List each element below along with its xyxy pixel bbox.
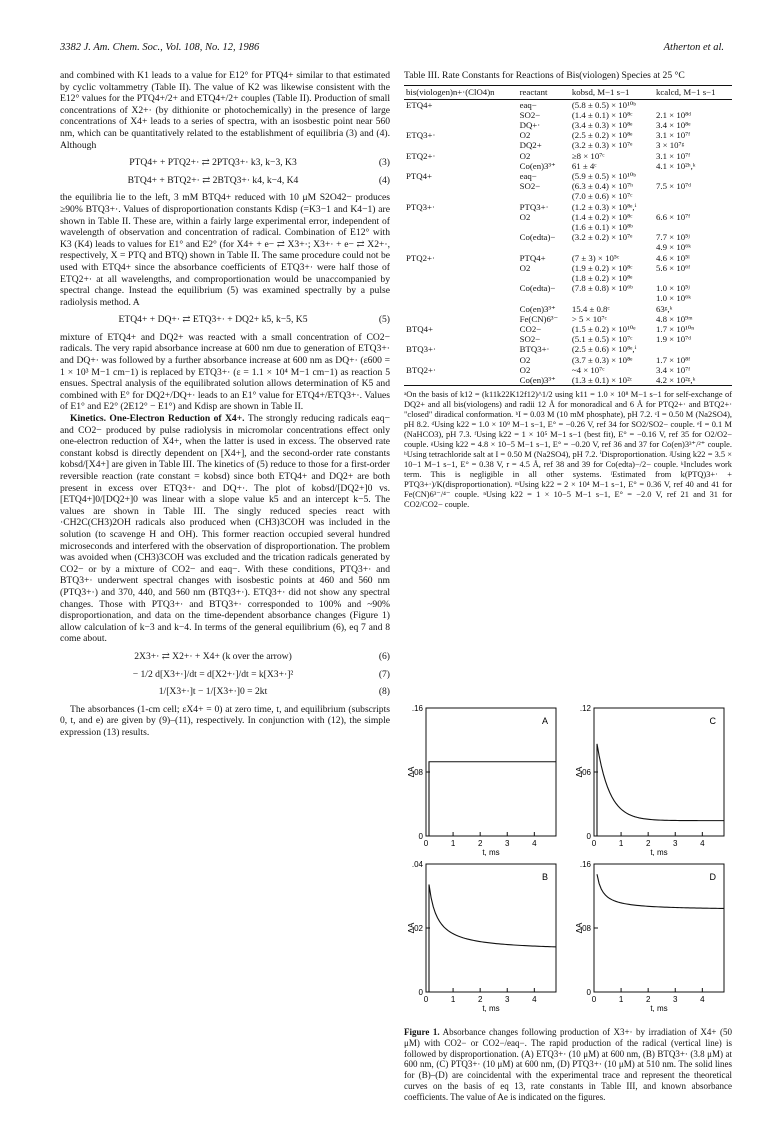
table-row: [404, 242, 732, 252]
table-cell: 3.1 × 10⁷ᶠ: [655, 150, 691, 161]
y-tick-label: .04: [411, 860, 423, 869]
table-cell: PTQ4+: [519, 252, 546, 263]
table-cell: [404, 314, 518, 324]
table-row: [404, 151, 732, 161]
table-cell: BTQ4+: [406, 324, 433, 335]
table-cell: (3.7 ± 0.3) × 10⁸ᵉ: [571, 354, 633, 365]
x-tick-label: 4: [700, 995, 705, 1004]
table-row: [404, 344, 732, 354]
table-row: [404, 222, 732, 232]
table-cell: 4.8 × 10⁹ᵐ: [655, 313, 693, 324]
x-axis-label: t, ms: [650, 848, 668, 857]
table-cell: (2.5 ± 0.6) × 10⁸ᵉ,ⁱ: [571, 344, 637, 355]
table-cell: PTQ2+·: [406, 252, 435, 263]
table-cell: Co(en)3³⁺: [519, 375, 556, 386]
table-cell: [404, 212, 518, 222]
rate-constant-table: [404, 85, 732, 386]
y-tick-label: 0: [586, 832, 591, 841]
y-tick-label: 0: [586, 988, 591, 997]
table-row: [404, 202, 732, 212]
table-cell: 1.7 × 10⁸ᶠ: [655, 354, 691, 365]
y-axis-label: ΔA: [407, 922, 416, 934]
y-axis-label: ΔA: [575, 766, 584, 778]
table-cell: SO2−: [519, 334, 541, 345]
x-tick-label: 2: [477, 995, 483, 1004]
x-tick-label: 0: [591, 839, 597, 848]
table-row: [404, 191, 732, 201]
table-cell: [404, 110, 518, 120]
panel-letter: C: [709, 716, 716, 726]
table-row: [404, 171, 732, 181]
page-header: [60, 42, 724, 58]
table-row: [404, 161, 732, 171]
figure-caption: Figure 1. Absorbance changes following production of X3+· by irradiation of X4+ (50 μM) with CO2− or CO2−/eaq−. The rapid production of the radical (vertical line) is followed by disproportionation. (A) ETQ3+· (10 μM) at 600 nm, (B) BTQ3+· (3.8 μM) at 600 nm, (C) PTQ3+· (10 μM) at 600 nm, (D) PTQ3+· (10 μM) at 510 nm. The solid lines for (B)–(D) are coincidental with the experimental trace and represent the theoretical curves on the basis of eq 13, rate constants in Table III, and known absorbance coefficients. The value of Ae is indicated on the figures.: [404, 1027, 732, 1102]
equation-5: ETQ4+ + DQ+· ⇄ ETQ3+· + DQ2+ k5, k−5, K5 (5): [118, 314, 390, 326]
table-cell: BTQ2+·: [406, 364, 436, 375]
table-cell: DQ+·: [519, 120, 541, 131]
table-cell: O2: [519, 262, 531, 273]
table-cell: O2: [519, 150, 531, 161]
y-tick-label: 08: [414, 768, 423, 777]
table-cell: [654, 273, 732, 283]
x-tick-label: 2: [477, 839, 483, 848]
table-cell: ~4 × 10⁷ᶜ: [571, 364, 605, 375]
y-tick-label: 06: [582, 768, 591, 777]
x-tick-label: 2: [645, 839, 651, 848]
x-tick-label: 3: [673, 995, 678, 1004]
y-tick-label: .12: [579, 704, 591, 713]
x-axis-label: t, ms: [482, 848, 500, 857]
x-tick-label: 4: [532, 839, 537, 848]
table-cell: [404, 263, 518, 273]
journal-citation: 3382 J. Am. Chem. Soc., Vol. 108, No. 12, 1986: [60, 42, 260, 53]
table-cell: 2.1 × 10⁸ᵈ: [655, 109, 691, 120]
table-cell: (3.4 ± 0.3) × 10⁸ᵉ: [571, 120, 633, 131]
table-cell: 6.6 × 10⁷ᶠ: [655, 211, 691, 222]
table-cell: [570, 242, 654, 252]
table-cell: O2: [519, 211, 531, 222]
table-cell: 7.5 × 10⁷ᵈ: [655, 181, 691, 192]
table-cell: ETQ2+·: [406, 150, 436, 161]
table-cell: (6.3 ± 0.4) × 10⁷ʰ: [571, 181, 633, 192]
table-cell: [654, 222, 732, 232]
table-cell: 1.0 × 10⁵ʲ: [655, 283, 690, 294]
table-cell: [404, 191, 518, 201]
table-cell: Co(edta)−: [519, 232, 556, 243]
paragraph: mixture of ETQ4+ and DQ2+ was reacted with a small concentration of CO2− radicals. The very rapid absorbance increase at 600 nm due to generation of ETQ3+· and DQ+· was followed by a further absorbance increase at 600 nm as DQ+· (ε600 = 1 × 10³ M−1 cm−1) is replaced by ETQ3+· (ε = 1.1 × 10⁴ M−1 cm−1) as reaction 5 ensues. Spectral analysis of the equilibrated solution allows determination of K5 and combined with E° for DQ2+/DQ+· leads to an E1° value for ETQ4+/ETQ3+·. Values of E1° and E2° (2E12° − E1°) and Kdisp are shown in Table II.: [60, 331, 390, 413]
table-cell: PTQ4+: [406, 171, 432, 182]
x-tick-label: 1: [450, 839, 456, 848]
table-cell: [404, 375, 518, 386]
table-cell: (1.5 ± 0.2) × 10¹⁰ᵉ: [571, 324, 636, 335]
table-cell: (2.5 ± 0.2) × 10⁸ᵉ: [571, 130, 633, 141]
table-cell: CO2−: [519, 324, 542, 335]
table-cell: [518, 273, 570, 283]
table-row: [404, 110, 732, 120]
table-cell: 4.2 × 10²ᵍ,ᵏ: [655, 375, 696, 386]
table-cell: O2: [519, 354, 531, 365]
table-cell: 3.4 × 10⁷ᶠ: [655, 364, 691, 375]
table-cell: [404, 283, 518, 293]
right-column: [404, 70, 732, 510]
table-cell: [570, 293, 654, 303]
absorbance-trace: [597, 744, 724, 836]
x-tick-label: 1: [618, 995, 624, 1004]
table-cell: PTQ3+·: [406, 201, 435, 212]
table-row: [404, 120, 732, 130]
table-cell: (1.9 ± 0.2) × 10⁸ᶜ: [571, 262, 633, 273]
table-header: kcalcd, M−1 s−1: [655, 87, 716, 98]
table-row: [404, 324, 732, 334]
x-tick-label: 2: [645, 995, 651, 1004]
panel-letter: D: [709, 872, 716, 882]
table-row: [404, 130, 732, 140]
panel-frame: [594, 708, 724, 836]
table-cell: (5.1 ± 0.5) × 10⁷ᶜ: [571, 334, 633, 345]
table-cell: BTQ3+·: [519, 344, 550, 355]
table-cell: [404, 232, 518, 242]
table-cell: [404, 304, 518, 314]
table-cell: [404, 293, 518, 303]
table-header: kobsd, M−1 s−1: [571, 87, 630, 98]
equation-4: BTQ4+ + BTQ2+· ⇄ 2BTQ3+· k4, k−4, K4 (4): [127, 174, 390, 186]
absorbance-trace: [429, 884, 556, 992]
paragraph: Kinetics. One-Electron Reduction of X4+. The strongly reducing radicals eaq− and CO2− produced by pulse radiolysis in micromolar concentrations effect only one-electron reduction of X4+, when the latter is used in excess. The observed rate constant kobsd is directly dependent on [X4+], and the second-order rate constants kobsd/[X4+] are given in Table III. The kinetics of (5) reduce to those for a first-order reversible reaction (rate constant = kobsd) since both ETQ4+ and DQ2+ are both present in excess over ETQ3+· and DQ+·. The plot of kobsd/[DQ2+]0 vs. [ETQ4+]0/[DQ2+]0 was linear with a slope value k5 and an intercept k−5. The values are shown in Table III. The singly reduced species react with ·CH2C(CH3)2OH radicals also produced when (CH3)3COH was included in the solution (to scavenge H and OH). This former reaction occupied several hundred microseconds and interfered with the observation of disproportionation. The problem was avoided when (CH3)3COH was excluded and the trication radicals generated by CO2− or by a mixture of CO2− and eaq−. With these conditions, PTQ3+· and BTQ3+· underwent spectral changes with isosbestic points at 460 and 560 nm (PTQ3+·) and 370, 440, and 560 nm (BTQ3+·). ETQ3+· did not show any spectral changes. Those with PTQ3+· and BTQ3+· corresponded to 100% and ~90% disproportionation, and data on the time-dependent absorbance changes (Figure 1) allow calculation of k−3 and k−4. In terms of the general equilibrium (6), eq 7 and 8 come about.: [60, 413, 391, 645]
table-cell: (7.8 ± 0.8) × 10⁶ᵇ: [571, 283, 633, 294]
table-cell: [404, 181, 518, 191]
table-cell: [404, 120, 518, 130]
table-row: [404, 293, 732, 303]
table-cell: [518, 293, 570, 303]
table-row: [404, 304, 732, 314]
table-row: [404, 283, 732, 293]
equation-7: − 1/2 d[X3+·]/dt = d[X2+·]/dt = k[X3+·]² (7): [132, 668, 390, 680]
table-row: [404, 140, 732, 150]
table-cell: (1.8 ± 0.2) × 10⁸ᵉ: [571, 273, 633, 284]
table-cell: 3.4 × 10⁸ᵉ: [655, 120, 691, 131]
table-cell: Co(edta)−: [519, 283, 556, 294]
table-cell: (1.6 ± 0.1) × 10⁸ᵇ: [571, 222, 633, 233]
table-row: [404, 253, 732, 263]
table-cell: 4.9 × 10⁶ᵏ: [655, 242, 691, 253]
table-cell: Co(en)3³⁺: [519, 303, 556, 314]
figure-1-panels: [404, 702, 732, 1022]
table-cell: Fe(CN)6³⁻: [519, 313, 559, 324]
section-heading: Kinetics. One-Electron Reduction of X4+.: [70, 413, 245, 425]
table-cell: 4.6 × 10⁵ˡ: [655, 252, 690, 263]
table-footnote: ᵃOn the basis of k12 = (k11k22K12f12)^1/2 using k11 = 1.0 × 10⁸ M−1 s−1 for self-exchange of DQ2+ and all bis(viologens) and radii 12 Å for monoradical and 6 Å for PTQ2+· and BTQ2+· "closed" diradical conformation. ᵇI = 0.03 M (10 mM phosphate), pH 7.2. ᶜI = 0.50 M (Na2SO4), pH 8.2. ᵈUsing k22 = 1.0 × 10⁹ M−1 s−1, E° = −0.26 V, ref 34 for SO2/SO2− couple. ᵉI = 0.1 M (NaHCO3), pH 7.3. ᶠUsing k22 = 1 × 10⁵ M−1 s−1 (best fit), E° = −0.16 V, ref 35 for O2/O2− couple. ᵍUsing k22 = 4.8 × 10−5 M−1 s−1, E° = −0.20 V, ref 36 and 37 for Co(en)3³⁺/²⁺ couple. ʰUsing tetrachloride salt at I = 0.50 M (Na2SO4), pH 7.2. ⁱDisproportionation. ʲUsing k22 = 3.5 × 10−1 M−1 s−1, E° = 0.38 V, r = 4.5 Å, ref 38 and 39 for Co(edta)−/2− couple. ᵏIncludes work term. This is negligible in all other systems. ˡEstimated from k(PTQ)3+· + PTQ3+·)/K(disproportionation). ᵐUsing k22 = 2 × 10⁴ M−1 s−1, E° = 0.36 V, ref 40 and 41 for Fe(CN)6³⁻/⁴⁻ couple. ⁿUsing k22 = 1 × 10−5 M−1 s−1, E° = −2.0 V, ref 21 and 31 for CO2/CO2− couple.: [404, 390, 732, 510]
table-cell: 1.0 × 10⁶ᵏ: [655, 293, 691, 304]
panel-frame: [426, 708, 556, 836]
table-row: [404, 365, 732, 375]
table-cell: Co(en)3³⁺: [519, 160, 556, 171]
table-cell: O2: [519, 130, 531, 141]
table-cell: [518, 191, 570, 201]
table-cell: 1.9 × 10⁷ᵈ: [655, 334, 691, 345]
table-cell: SO2−: [519, 109, 541, 120]
table-cell: 63ᵍ,ᵏ: [655, 303, 673, 314]
authors: Atherton et al.: [663, 42, 724, 53]
left-column: [60, 70, 390, 738]
table-cell: [404, 222, 518, 232]
table-cell: [404, 161, 518, 171]
table-cell: [404, 273, 518, 283]
table-body: [404, 99, 732, 386]
table-cell: (1.4 ± 0.2) × 10⁸ᶜ: [571, 211, 633, 222]
table-cell: [654, 202, 732, 212]
table-row: [404, 232, 732, 242]
figure-label: Figure 1.: [404, 1027, 440, 1037]
table-cell: (5.8 ± 0.5) × 10¹⁰ᵇ: [571, 99, 636, 110]
x-tick-label: 1: [450, 995, 456, 1004]
x-tick-label: 0: [591, 995, 597, 1004]
y-tick-label: 02: [414, 924, 423, 933]
table-row: [404, 99, 732, 110]
table-cell: [654, 344, 732, 354]
table-row: [404, 273, 732, 283]
table-row: [404, 334, 732, 344]
table-cell: [404, 355, 518, 365]
y-axis-label: ΔA: [575, 922, 584, 934]
table-cell: ETQ3+·: [406, 130, 436, 141]
table-cell: (5.9 ± 0.5) × 10¹⁰ᵇ: [571, 171, 636, 182]
x-tick-label: 3: [505, 839, 510, 848]
table-row: [404, 181, 732, 191]
table-header: reactant: [519, 87, 548, 98]
y-tick-label: .16: [411, 704, 423, 713]
table-cell: 3 × 10⁷ᵍ: [655, 140, 685, 151]
x-tick-label: 0: [423, 839, 429, 848]
absorbance-trace: [429, 762, 556, 836]
table-cell: 1.7 × 10¹⁰ⁿ: [655, 324, 695, 335]
panel-frame: [594, 864, 724, 992]
table-row: [404, 212, 732, 222]
equation-8: 1/[X3+·]t − 1/[X3+·]0 = 2kt (8): [158, 686, 390, 698]
paragraph: The absorbances (1-cm cell; εX4+ = 0) at zero time, t, and equilibrium (subscripts 0, t, and e) are given by (9)–(11), respectively. In conjunction with (12), the simple expression (13) results.: [60, 703, 390, 738]
figure-1: [404, 702, 732, 1022]
table-cell: [404, 242, 518, 252]
table-cell: [654, 191, 732, 201]
y-tick-label: 08: [582, 924, 591, 933]
absorbance-trace: [597, 874, 724, 908]
paragraph: the equilibria lie to the left, 3 mM BTQ4+ reduced with 10 μM S2O42− produces ≥90% BTQ3+·. Values of disproportionation constants Kdisp (=K3−1 and K4−1) are shown in Table II. These are, within a fairly large experimental error, independent of wavelength of observation and concentration of radical. Combination of E12° with K3 (K4) leads to values for E1° and E2° (for X4+ + e− ⇄ X3+·; X3+· + e− ⇄ X2+·, respectively, X = PTQ and BTQ) shown in Table II. The same procedure could not be used with ETQ4+ since the absorbance coefficients of ETQ3+· were half those of ETQ2+· at all wavelengths, and comproportionation would be unaccompanied by spectral change. Instead the equilibrium (5) was examined spectrally by a pulse radiolysis method. A: [60, 192, 390, 308]
table-cell: [518, 222, 570, 232]
y-tick-label: 0: [418, 988, 423, 997]
x-tick-label: 3: [505, 995, 510, 1004]
equation-3: PTQ4+ + PTQ2+· ⇄ 2PTQ3+· k3, k−3, K3 (3): [129, 157, 390, 169]
x-tick-label: 4: [532, 995, 537, 1004]
table-cell: [404, 334, 518, 344]
paragraph: and combined with K1 leads to a value for E12° for PTQ4+ similar to that estimated by cyclic voltammetry (Table II). The value of K2 was likewise consistent with the E12° values for the PTQ4+/2+ and ETQ4+/2+ couples (Table II). Production of small concentrations of X2+· (by dithionite or photochemically) in the presence of large concentrations of X4+ leads to a series of spectra, with an isosbestic point near 560 nm, which can be quantitatively related to the establishment of equilibria (3) and (4). Although: [60, 70, 390, 151]
panel-letter: A: [541, 716, 548, 726]
table-cell: PTQ3+·: [519, 201, 549, 212]
table-cell: [518, 242, 570, 252]
table-cell: (3.2 ± 0.3) × 10⁷ᵉ: [571, 140, 633, 151]
y-tick-label: 0: [418, 832, 423, 841]
y-axis-label: ΔA: [407, 766, 416, 778]
table-cell: DQ2+: [519, 140, 542, 151]
table-row: [404, 375, 732, 386]
table-cell: (7.0 ± 0.6) × 10⁷ᶜ: [571, 191, 633, 202]
table-row: [404, 314, 732, 324]
table-cell: [654, 99, 732, 110]
table-cell: ETQ4+: [406, 99, 433, 110]
x-tick-label: 0: [423, 995, 429, 1004]
x-axis-label: t, ms: [650, 1004, 668, 1013]
y-tick-label: .16: [579, 860, 591, 869]
table-cell: [404, 140, 518, 150]
equation-6: 2X3+· ⇄ X2+· + X4+ (k over the arrow) (6): [134, 650, 390, 662]
table-cell: 61 ± 4ᶜ: [571, 160, 597, 171]
table-cell: (3.2 ± 0.2) × 10⁷ᵉ: [571, 232, 633, 243]
x-tick-label: 3: [673, 839, 678, 848]
table-row: [404, 263, 732, 273]
table-caption: Table III. Rate Constants for Reactions of Bis(viologen) Species at 25 °C: [404, 70, 685, 81]
table-cell: BTQ3+·: [406, 344, 436, 355]
table-cell: 15.4 ± 0.8ᶜ: [571, 303, 610, 314]
table-row: [404, 355, 732, 365]
table-cell: eaq−: [519, 171, 537, 182]
table-cell: 5.6 × 10⁶ᶠ: [655, 262, 691, 273]
panel-letter: B: [541, 872, 548, 882]
table-cell: (1.3 ± 0.1) × 10²ᶜ: [571, 375, 632, 386]
table-cell: eaq−: [519, 99, 537, 110]
table-cell: (7 ± 3) × 10⁵ᶜ: [571, 252, 620, 263]
table-cell: SO2−: [519, 181, 541, 192]
table-cell: (1.4 ± 0.1) × 10⁸ᶜ: [571, 109, 633, 120]
table-cell: 4.1 × 10²ʰ,ᵏ: [655, 160, 696, 171]
table-cell: [654, 171, 732, 181]
table-cell: ≥8 × 10⁷ᶜ: [571, 150, 605, 161]
table-cell: (1.2 ± 0.3) × 10⁸ᵉ,ⁱ: [571, 201, 637, 212]
x-tick-label: 1: [618, 839, 624, 848]
table-cell: 3.1 × 10⁷ᶠ: [655, 130, 691, 141]
table-cell: > 5 × 10⁷ᶜ: [571, 313, 607, 324]
table-cell: 7.7 × 10⁵ʲ: [655, 232, 690, 243]
x-axis-label: t, ms: [482, 1004, 500, 1013]
table-header: bis(viologen)n+·(ClO4)n: [406, 87, 495, 98]
table-cell: O2: [519, 364, 531, 375]
x-tick-label: 4: [700, 839, 705, 848]
